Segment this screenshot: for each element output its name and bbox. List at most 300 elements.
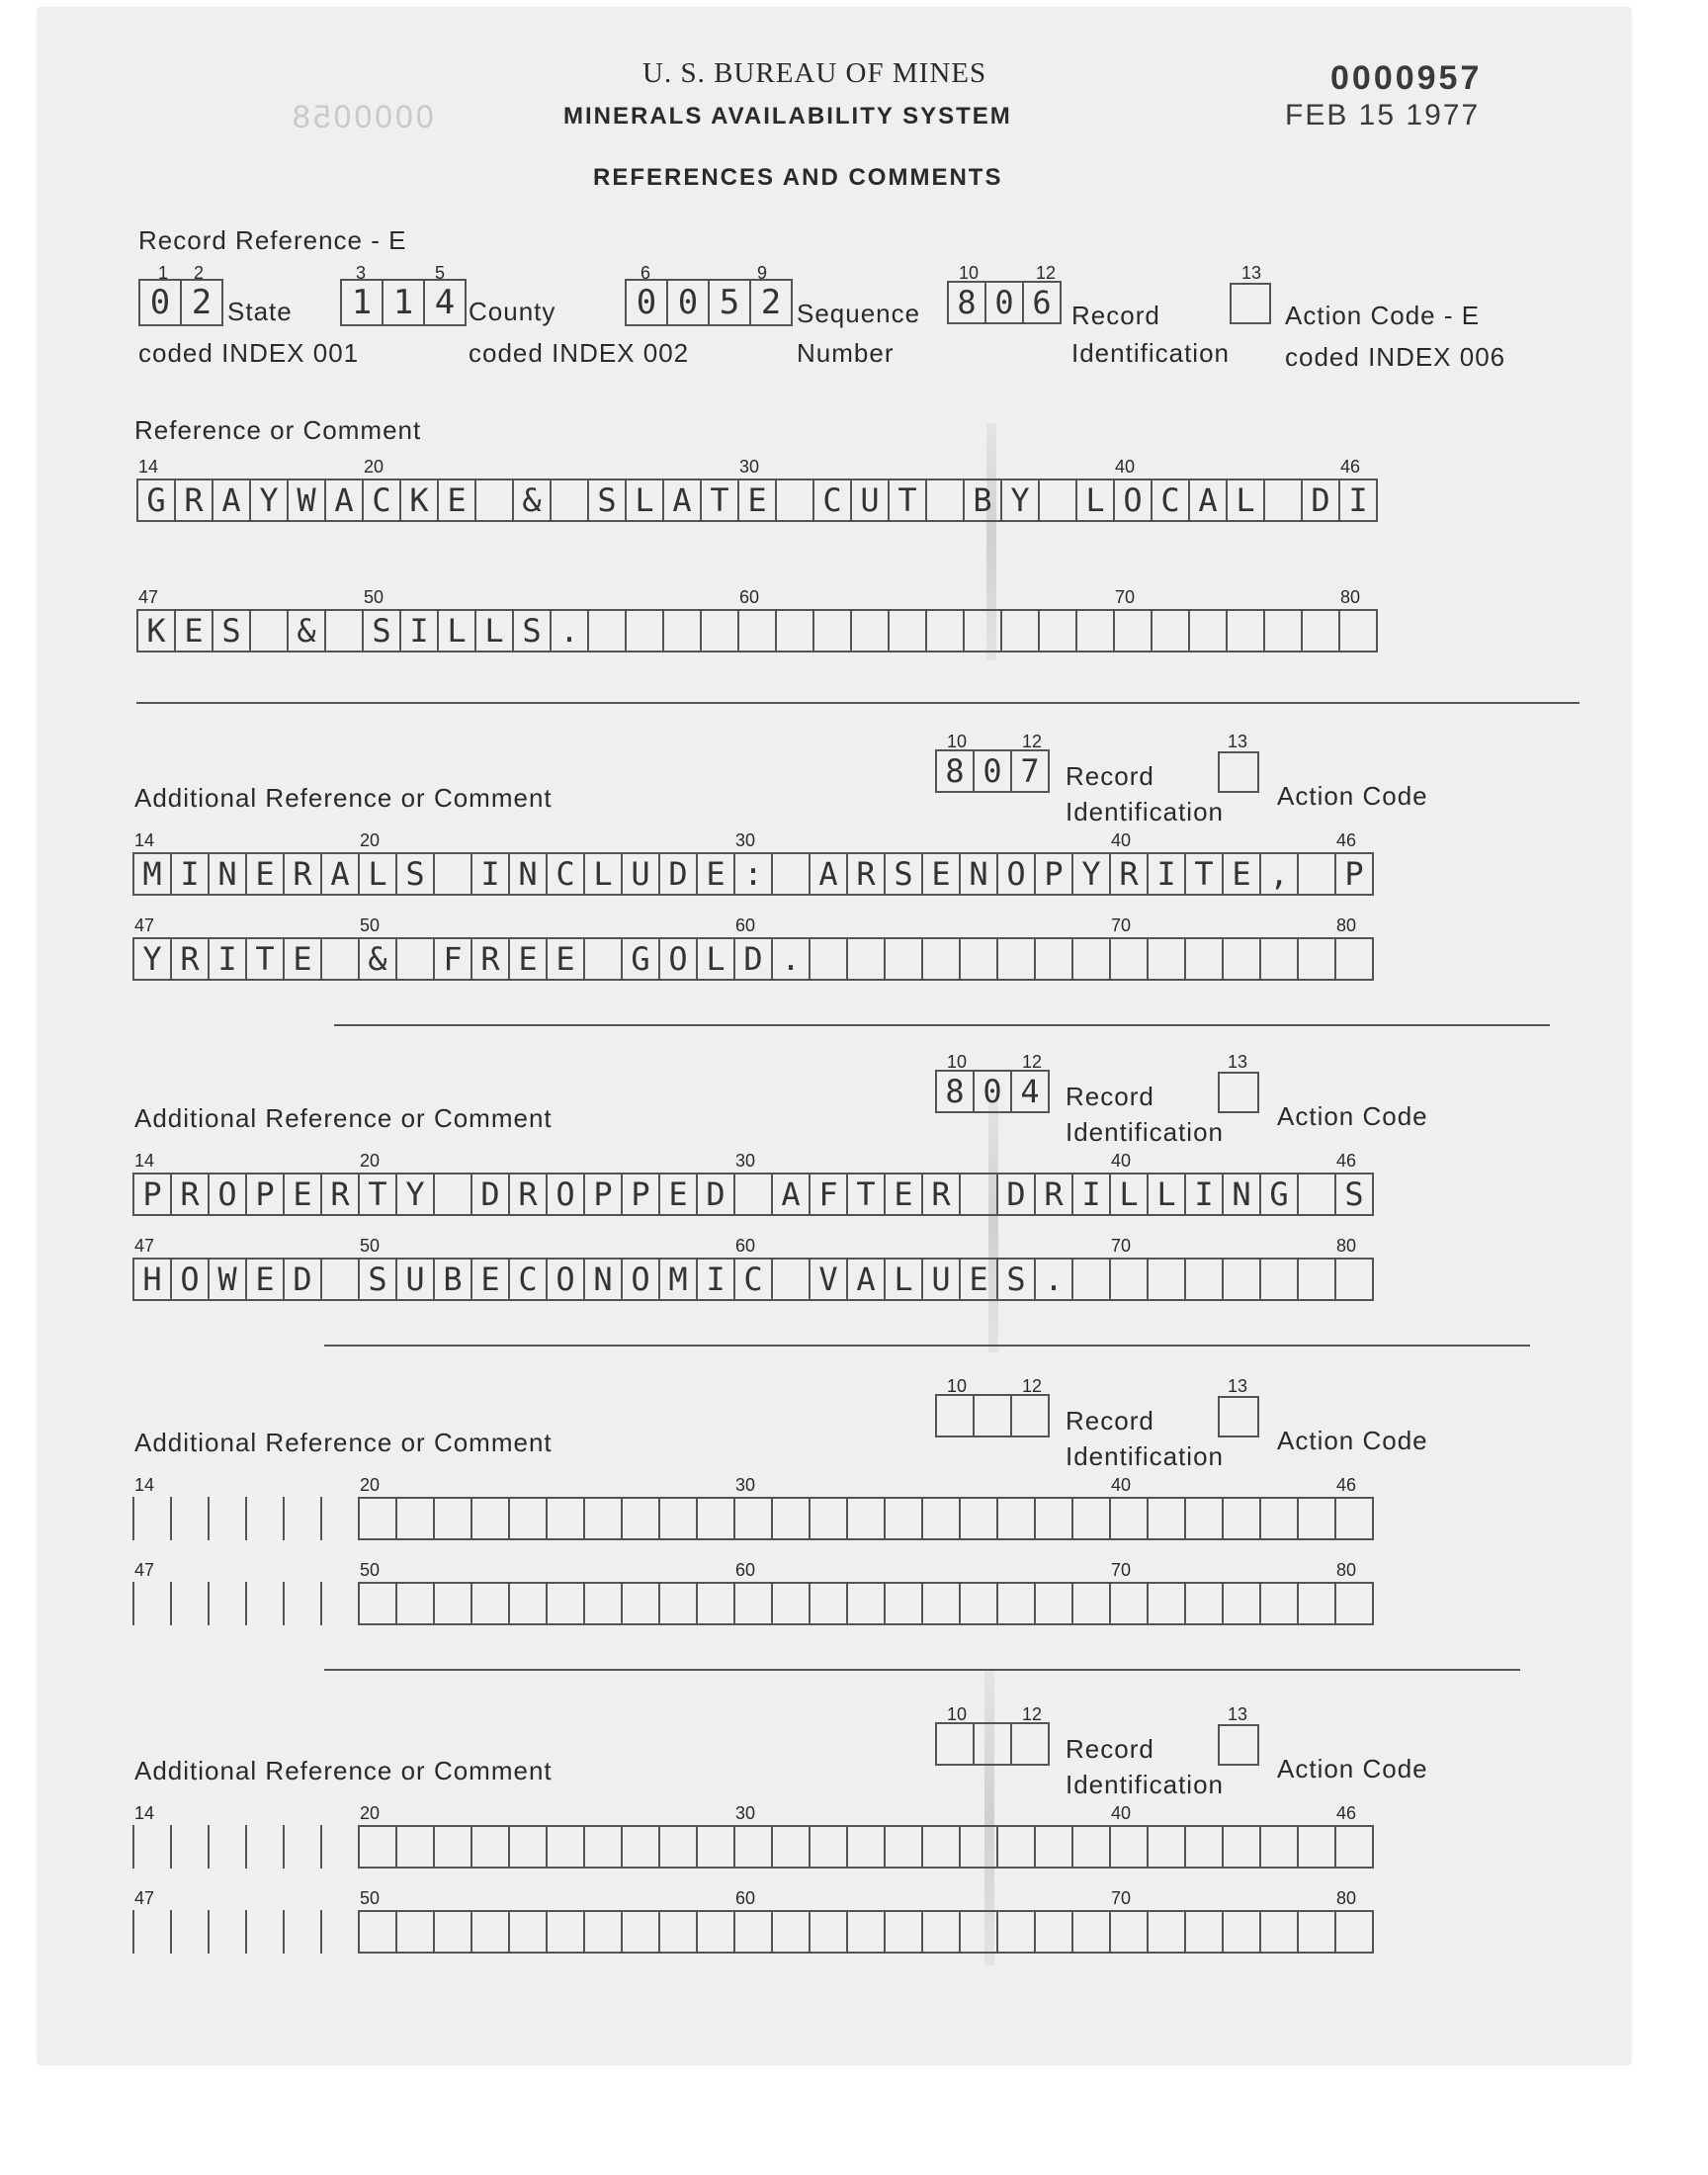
character-cell[interactable] [433,1173,472,1216]
character-cell[interactable] [283,1582,322,1625]
character-cell[interactable]: S [395,852,435,896]
character-cell[interactable] [696,1825,735,1869]
character-cell[interactable]: G [621,937,660,981]
character-cell-row[interactable] [132,1258,1372,1301]
character-cell[interactable] [1071,1258,1111,1301]
character-cell[interactable] [737,609,777,652]
character-cell-row[interactable] [136,478,1376,522]
character-cell[interactable]: D [470,1173,510,1216]
character-cell[interactable] [358,1497,397,1540]
sequence-cell[interactable]: 2 [749,279,793,326]
character-cell[interactable]: B [963,478,1002,522]
character-cell[interactable] [320,1497,360,1540]
character-cell[interactable] [996,1497,1036,1540]
character-cell[interactable] [1334,1582,1374,1625]
character-cell[interactable]: P [132,1173,172,1216]
character-cell[interactable]: O [208,1173,247,1216]
character-cell[interactable] [733,1825,773,1869]
character-cell[interactable]: U [621,852,660,896]
character-cell[interactable] [1297,1910,1336,1954]
character-cell[interactable] [1297,1173,1336,1216]
sequence-cell[interactable]: 0 [625,279,668,326]
character-cell[interactable]: I [1184,1173,1224,1216]
character-cell-row[interactable] [132,1497,1372,1540]
character-cell[interactable] [884,1497,923,1540]
character-cell[interactable] [1147,1910,1186,1954]
character-cell[interactable] [320,1582,360,1625]
character-cell[interactable] [245,1910,285,1954]
character-cell[interactable]: . [550,609,589,652]
character-cell[interactable] [395,1825,435,1869]
record-id-cell[interactable] [973,1394,1012,1437]
character-cell[interactable]: I [170,852,210,896]
character-cell[interactable]: L [1226,478,1265,522]
character-cell[interactable] [470,1910,510,1954]
character-cell[interactable]: C [733,1258,773,1301]
character-cell[interactable] [771,1258,811,1301]
character-cell[interactable] [771,1910,811,1954]
record-id-cell[interactable]: 8 [935,749,975,793]
character-cell[interactable]: I [470,852,510,896]
character-cell-row[interactable] [132,1910,1372,1954]
character-cell[interactable] [1034,1497,1073,1540]
character-cell[interactable] [1071,1910,1111,1954]
character-cell[interactable]: D [658,852,698,896]
character-cell[interactable] [996,937,1036,981]
character-cell[interactable] [1338,609,1378,652]
character-cell[interactable] [1297,1258,1336,1301]
character-cell[interactable]: I [1071,1173,1111,1216]
character-cell[interactable]: L [474,609,514,652]
character-cell[interactable]: & [358,937,397,981]
character-cell[interactable] [1113,609,1153,652]
character-cell[interactable]: P [621,1173,660,1216]
character-cell[interactable] [320,1258,360,1301]
character-cell[interactable] [508,1910,548,1954]
character-cell-row[interactable] [132,1173,1372,1216]
character-cell[interactable]: & [287,609,326,652]
character-cell[interactable]: & [512,478,552,522]
record-id-cell[interactable]: 0 [973,1070,1012,1113]
state-code-field[interactable] [138,279,221,322]
character-cell[interactable] [884,937,923,981]
action-code-box[interactable] [1218,1396,1259,1437]
character-cell[interactable]: N [583,1258,623,1301]
character-cell[interactable] [775,478,814,522]
character-cell[interactable]: E [1222,852,1261,896]
character-cell[interactable] [132,1910,172,1954]
character-cell[interactable]: O [1113,478,1153,522]
character-cell-row[interactable] [136,609,1376,652]
character-cell[interactable] [1147,1582,1186,1625]
character-cell[interactable] [846,1910,886,1954]
character-cell[interactable]: K [136,609,176,652]
action-code-box[interactable] [1218,1724,1259,1766]
character-cell[interactable]: : [733,852,773,896]
character-cell[interactable] [470,1497,510,1540]
character-cell[interactable] [621,1497,660,1540]
character-cell[interactable] [921,1582,961,1625]
character-cell[interactable] [1075,609,1115,652]
character-cell[interactable]: E [658,1173,698,1216]
character-cell[interactable]: U [921,1258,961,1301]
character-cell[interactable]: R [846,852,886,896]
character-cell[interactable] [1334,937,1374,981]
character-cell[interactable] [1184,1825,1224,1869]
character-cell[interactable] [283,1497,322,1540]
character-cell[interactable] [283,1910,322,1954]
character-cell[interactable]: R [1109,852,1149,896]
character-cell[interactable] [1297,1825,1336,1869]
character-cell[interactable]: E [437,478,476,522]
character-cell[interactable]: E [283,1173,322,1216]
character-cell[interactable]: K [399,478,439,522]
character-cell[interactable]: L [884,1258,923,1301]
county-code-cell[interactable]: 4 [423,279,467,326]
character-cell[interactable]: P [245,1173,285,1216]
character-cell[interactable] [508,1497,548,1540]
character-cell[interactable] [170,1497,210,1540]
character-cell[interactable] [1334,1910,1374,1954]
character-cell[interactable] [132,1497,172,1540]
character-cell-row[interactable] [132,937,1372,981]
character-cell[interactable]: R [470,937,510,981]
character-cell[interactable]: A [771,1173,811,1216]
character-cell[interactable] [1038,609,1077,652]
character-cell[interactable]: S [358,1258,397,1301]
character-cell[interactable]: E [245,852,285,896]
character-cell[interactable]: L [696,937,735,981]
record-id-cell[interactable] [935,1722,975,1766]
character-cell[interactable]: M [132,852,172,896]
character-cell[interactable] [245,1582,285,1625]
character-cell[interactable]: A [320,852,360,896]
record-id-field[interactable] [947,281,1060,324]
character-cell[interactable] [1109,1910,1149,1954]
character-cell[interactable] [1222,1497,1261,1540]
character-cell[interactable]: S [996,1258,1036,1301]
character-cell[interactable] [208,1497,247,1540]
character-cell[interactable] [1259,1497,1299,1540]
character-cell[interactable]: S [587,478,627,522]
character-cell[interactable] [658,1910,698,1954]
character-cell[interactable] [1038,478,1077,522]
character-cell[interactable] [925,609,965,652]
character-cell[interactable] [733,1582,773,1625]
character-cell[interactable]: F [433,937,472,981]
character-cell[interactable] [733,1497,773,1540]
character-cell[interactable]: P [583,1173,623,1216]
character-cell[interactable]: N [208,852,247,896]
character-cell[interactable] [733,1173,773,1216]
character-cell[interactable] [959,1582,998,1625]
character-cell[interactable] [433,852,472,896]
character-cell[interactable] [1071,1582,1111,1625]
character-cell[interactable]: Y [132,937,172,981]
character-cell[interactable]: D [996,1173,1036,1216]
character-cell[interactable]: R [170,937,210,981]
character-cell[interactable] [358,1825,397,1869]
character-cell[interactable] [658,1582,698,1625]
character-cell[interactable] [583,1497,623,1540]
character-cell[interactable]: C [362,478,401,522]
character-cell[interactable] [208,1825,247,1869]
character-cell[interactable]: O [546,1173,585,1216]
character-cell[interactable] [658,1497,698,1540]
character-cell[interactable] [550,478,589,522]
character-cell[interactable]: R [283,852,322,896]
character-cell[interactable] [1226,609,1265,652]
character-cell[interactable] [1222,937,1261,981]
character-cell[interactable] [470,1825,510,1869]
character-cell[interactable] [1297,1497,1336,1540]
character-cell[interactable]: L [583,852,623,896]
character-cell[interactable] [583,1910,623,1954]
character-cell[interactable] [809,1497,848,1540]
record-id-field[interactable] [935,749,1048,793]
record-id-cell[interactable]: 4 [1010,1070,1050,1113]
record-id-field[interactable] [935,1722,1048,1766]
character-cell[interactable] [1034,1910,1073,1954]
character-cell[interactable] [320,1825,360,1869]
character-cell[interactable] [395,1582,435,1625]
character-cell[interactable]: A [1188,478,1228,522]
character-cell[interactable]: S [512,609,552,652]
character-cell[interactable] [546,1497,585,1540]
character-cell[interactable]: C [508,1258,548,1301]
character-cell[interactable] [1334,1825,1374,1869]
character-cell[interactable]: F [809,1173,848,1216]
character-cell[interactable] [358,1582,397,1625]
character-cell[interactable]: N [508,852,548,896]
county-code-cell[interactable]: 1 [340,279,384,326]
character-cell[interactable]: R [921,1173,961,1216]
character-cell[interactable]: I [696,1258,735,1301]
character-cell[interactable] [1034,1825,1073,1869]
character-cell[interactable]: I [399,609,439,652]
character-cell[interactable]: R [508,1173,548,1216]
character-cell[interactable] [1334,1497,1374,1540]
character-cell[interactable]: A [324,478,364,522]
character-cell[interactable] [963,609,1002,652]
character-cell[interactable] [245,1825,285,1869]
character-cell[interactable] [809,937,848,981]
character-cell[interactable]: E [546,937,585,981]
character-cell[interactable] [771,1497,811,1540]
character-cell[interactable] [433,1825,472,1869]
record-id-cell[interactable] [1010,1394,1050,1437]
character-cell[interactable]: . [771,937,811,981]
character-cell[interactable] [959,1910,998,1954]
sequence-cell[interactable]: 5 [708,279,751,326]
character-cell[interactable] [1222,1582,1261,1625]
character-cell[interactable] [1184,1258,1224,1301]
character-cell[interactable]: O [996,852,1036,896]
record-id-cell[interactable] [973,1722,1012,1766]
character-cell[interactable] [771,1582,811,1625]
character-cell[interactable] [846,937,886,981]
character-cell[interactable] [846,1825,886,1869]
character-cell[interactable] [1297,937,1336,981]
character-cell[interactable] [621,1582,660,1625]
character-cell[interactable]: R [1034,1173,1073,1216]
character-cell[interactable] [621,1910,660,1954]
character-cell[interactable] [320,1910,360,1954]
character-cell[interactable] [583,1825,623,1869]
character-cell[interactable]: D [733,937,773,981]
character-cell[interactable] [1184,1497,1224,1540]
character-cell[interactable] [921,1497,961,1540]
character-cell-row[interactable] [132,1582,1372,1625]
character-cell[interactable]: D [696,1173,735,1216]
character-cell[interactable]: T [846,1173,886,1216]
character-cell[interactable] [1184,937,1224,981]
character-cell[interactable]: D [1301,478,1340,522]
character-cell-row[interactable] [132,852,1372,896]
character-cell[interactable]: T [245,937,285,981]
character-cell[interactable]: E [283,937,322,981]
character-cell[interactable] [809,1582,848,1625]
character-cell[interactable] [1334,1258,1374,1301]
action-code-box[interactable] [1218,1072,1259,1113]
character-cell[interactable] [846,1582,886,1625]
state-code-cell[interactable]: 0 [138,279,182,326]
character-cell[interactable] [170,1582,210,1625]
character-cell[interactable] [508,1825,548,1869]
character-cell[interactable] [771,1825,811,1869]
character-cell[interactable]: E [737,478,777,522]
character-cell[interactable]: A [809,852,848,896]
character-cell[interactable] [996,1582,1036,1625]
character-cell[interactable]: G [1259,1173,1299,1216]
character-cell[interactable]: P [1034,852,1073,896]
character-cell[interactable] [132,1582,172,1625]
character-cell[interactable]: S [884,852,923,896]
character-cell[interactable] [959,1825,998,1869]
record-id-cell[interactable] [1010,1722,1050,1766]
character-cell[interactable]: I [208,937,247,981]
character-cell[interactable] [1109,1582,1149,1625]
character-cell[interactable]: S [362,609,401,652]
character-cell-row[interactable] [132,1825,1372,1869]
character-cell[interactable] [921,937,961,981]
character-cell[interactable] [358,1910,397,1954]
character-cell[interactable]: P [1334,852,1374,896]
record-id-field[interactable] [935,1394,1048,1437]
character-cell[interactable]: L [625,478,664,522]
character-cell[interactable]: . [1034,1258,1073,1301]
character-cell[interactable] [662,609,702,652]
character-cell[interactable] [1297,1582,1336,1625]
character-cell[interactable] [996,1825,1036,1869]
character-cell[interactable]: C [546,852,585,896]
character-cell[interactable] [395,1497,435,1540]
character-cell[interactable] [1147,937,1186,981]
record-id-cell[interactable]: 7 [1010,749,1050,793]
character-cell[interactable] [170,1825,210,1869]
character-cell[interactable] [1222,1910,1261,1954]
character-cell[interactable] [508,1582,548,1625]
character-cell[interactable] [1263,478,1303,522]
character-cell[interactable]: L [1147,1173,1186,1216]
record-id-cell[interactable]: 8 [935,1070,975,1113]
character-cell[interactable] [1000,609,1040,652]
character-cell[interactable] [809,1910,848,1954]
character-cell[interactable]: E [508,937,548,981]
character-cell[interactable]: M [658,1258,698,1301]
character-cell[interactable] [696,1582,735,1625]
action-code-box[interactable] [1230,283,1271,324]
character-cell[interactable]: O [621,1258,660,1301]
character-cell[interactable] [1184,1910,1224,1954]
character-cell[interactable]: E [174,609,214,652]
character-cell[interactable] [1188,609,1228,652]
character-cell[interactable]: R [320,1173,360,1216]
character-cell[interactable] [583,937,623,981]
character-cell[interactable] [587,609,627,652]
character-cell[interactable] [433,1582,472,1625]
character-cell[interactable]: E [245,1258,285,1301]
character-cell[interactable] [208,1582,247,1625]
character-cell[interactable]: , [1259,852,1299,896]
character-cell[interactable] [583,1582,623,1625]
character-cell[interactable]: T [358,1173,397,1216]
character-cell[interactable] [1301,609,1340,652]
character-cell[interactable]: Y [395,1173,435,1216]
character-cell[interactable]: A [212,478,251,522]
character-cell[interactable]: V [809,1258,848,1301]
sequence-number-field[interactable] [625,279,791,322]
character-cell[interactable] [1151,609,1190,652]
character-cell[interactable] [959,1497,998,1540]
character-cell[interactable] [1071,1497,1111,1540]
character-cell[interactable]: L [1075,478,1115,522]
character-cell[interactable] [283,1825,322,1869]
character-cell[interactable] [470,1582,510,1625]
character-cell[interactable] [1147,1497,1186,1540]
character-cell[interactable]: I [1147,852,1186,896]
character-cell[interactable]: O [658,937,698,981]
character-cell[interactable] [245,1497,285,1540]
character-cell[interactable]: R [170,1173,210,1216]
character-cell[interactable] [546,1825,585,1869]
character-cell[interactable] [1034,937,1073,981]
character-cell[interactable]: L [437,609,476,652]
character-cell[interactable]: H [132,1258,172,1301]
character-cell[interactable] [1297,852,1336,896]
character-cell[interactable]: E [470,1258,510,1301]
character-cell[interactable] [433,1910,472,1954]
character-cell[interactable] [888,609,927,652]
character-cell[interactable] [1222,1258,1261,1301]
sequence-cell[interactable]: 0 [666,279,710,326]
character-cell[interactable] [1259,937,1299,981]
character-cell[interactable]: A [846,1258,886,1301]
character-cell[interactable] [1147,1258,1186,1301]
character-cell[interactable]: W [208,1258,247,1301]
character-cell[interactable]: E [959,1258,998,1301]
character-cell[interactable] [324,609,364,652]
character-cell[interactable]: Y [1071,852,1111,896]
character-cell[interactable]: U [395,1258,435,1301]
character-cell[interactable] [546,1910,585,1954]
character-cell[interactable] [320,937,360,981]
character-cell[interactable] [1071,1825,1111,1869]
character-cell[interactable] [395,937,435,981]
character-cell[interactable]: G [136,478,176,522]
character-cell[interactable] [546,1582,585,1625]
character-cell[interactable]: O [170,1258,210,1301]
